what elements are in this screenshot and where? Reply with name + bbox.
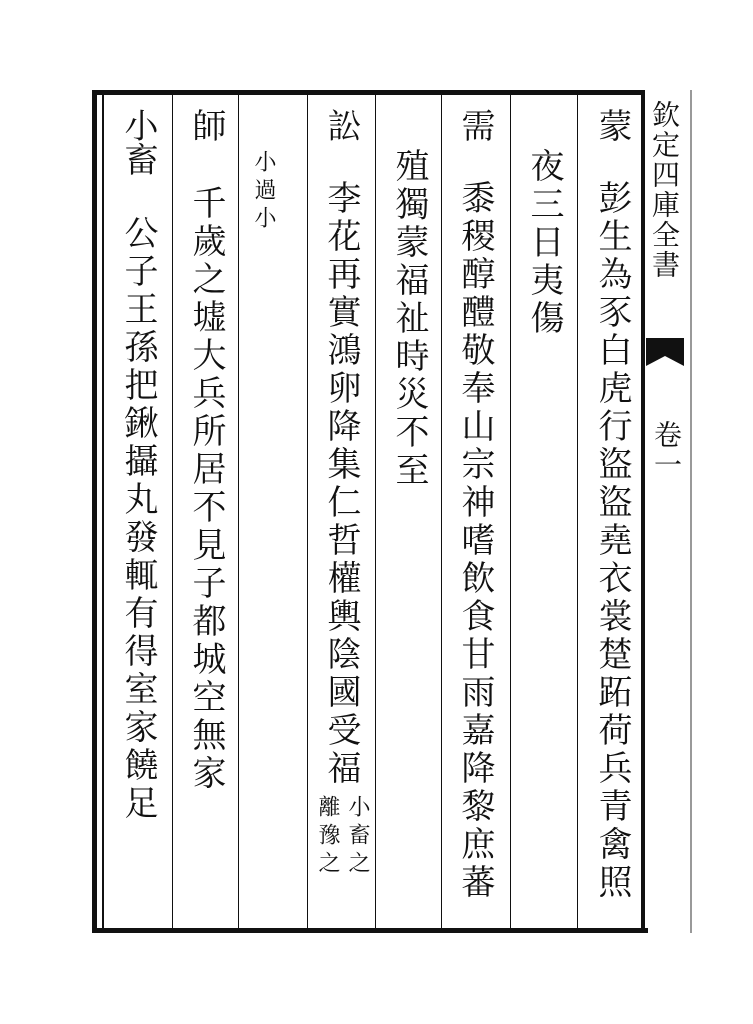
- column-divider: [375, 95, 376, 928]
- column-head: 需: [455, 108, 495, 142]
- column-text: 小過小: [251, 150, 276, 234]
- column-divider: [238, 95, 239, 928]
- top-border: [92, 90, 644, 95]
- column-text: 黍稷醇醴敬奉山宗神嗜飲食甘雨嘉降黎庶蕃: [455, 180, 495, 902]
- column-divider: [510, 95, 511, 928]
- column-head: 蒙: [592, 108, 632, 142]
- note-left: 離豫之: [315, 795, 340, 879]
- column-divider: [307, 95, 308, 928]
- bottom-border: [96, 928, 648, 933]
- column-text: 千歲之墟大兵所居不見子都城空無家: [186, 185, 226, 793]
- edge-line: [690, 90, 692, 933]
- fish-tail-mark: [646, 338, 684, 356]
- column-divider: [577, 95, 578, 928]
- volume-label: 卷一: [650, 420, 683, 480]
- column-text: 夜三日夷傷: [524, 148, 564, 338]
- column-head: 小畜: [118, 108, 158, 176]
- column-divider: [441, 95, 442, 928]
- column-head: 師: [186, 108, 226, 142]
- right-border: [641, 90, 645, 933]
- column-text: 彭生為豕白虎行盜盜堯衣裳䠂跖荷兵青禽照: [592, 180, 632, 902]
- note-right: 小畜之: [345, 795, 370, 879]
- book-title: 欽定四庫全書: [648, 100, 681, 280]
- column-text: 李花再實鴻卵降集仁哲權輿陰國受福: [321, 180, 361, 788]
- column-text: 公子王孫把鍬攝丸發輒有得室家饒足: [118, 215, 158, 823]
- left-border: [92, 90, 97, 933]
- column-divider: [172, 95, 173, 928]
- left-inner-border: [102, 95, 104, 928]
- column-text: 殖獨蒙福祉時災不至: [389, 148, 429, 490]
- column-head: 訟: [321, 108, 361, 142]
